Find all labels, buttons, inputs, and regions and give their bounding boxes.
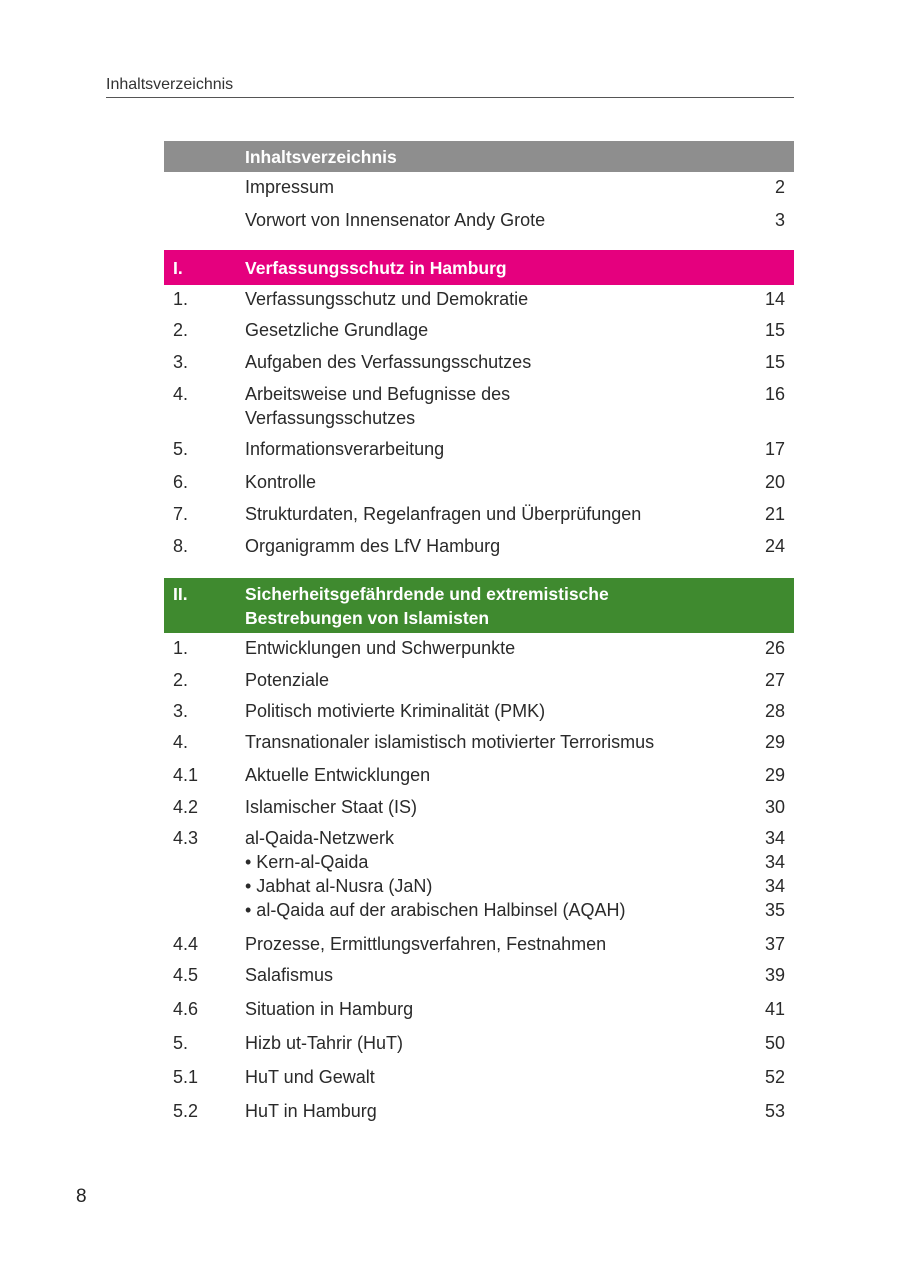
toc-subentry-page: 34 — [764, 852, 785, 872]
toc-entry-title: HuT und Gewalt — [245, 1067, 375, 1087]
toc-entry[interactable] — [164, 287, 794, 311]
toc-entry-page: 41 — [764, 999, 785, 1019]
toc-part-num: II. — [173, 584, 188, 604]
toc-entry[interactable] — [164, 636, 794, 660]
toc-entry-page: 3 — [774, 210, 785, 230]
toc-entry-title: Entwicklungen und Schwerpunkte — [245, 638, 516, 658]
toc-front-heading — [164, 141, 794, 172]
toc-entry-num: 4.2 — [173, 797, 199, 817]
toc-part-title: Verfassungsschutz in Hamburg — [245, 257, 507, 278]
toc-entry-num: 4.4 — [173, 934, 199, 954]
toc-entry-num: 2. — [173, 320, 189, 340]
toc-entry[interactable] — [164, 932, 794, 956]
page-number: 8 — [76, 1186, 87, 1207]
toc-subentry[interactable]: • al-Qaida auf der arabischen Halbinsel (AQAH) — [245, 900, 626, 920]
toc-part-1-heading[interactable] — [164, 250, 794, 285]
toc-entry[interactable] — [164, 699, 794, 723]
toc-entry-title: HuT in Hamburg — [245, 1101, 377, 1121]
toc-entry-page: 27 — [764, 670, 785, 690]
toc-entry-title: Transnationaler islamistisch motivierter Terrorismus — [245, 732, 655, 752]
toc-entry[interactable] — [164, 795, 794, 819]
toc-entry-page: 15 — [764, 320, 785, 340]
toc-entry-page: 34 — [764, 828, 785, 848]
toc-entry[interactable] — [164, 382, 794, 430]
toc-subentry[interactable]: • Jabhat al-Nusra (JaN) — [245, 876, 433, 896]
toc-entry[interactable] — [164, 534, 794, 558]
toc-entry-num: 5.2 — [173, 1101, 199, 1121]
toc-entry-num: 1. — [173, 289, 189, 309]
toc-entry-page: 15 — [764, 352, 785, 372]
toc-part-num: I. — [173, 257, 183, 278]
toc-entry-title: Situation in Hamburg — [245, 999, 414, 1019]
toc-entry-num: 4.5 — [173, 965, 199, 985]
toc-entry-title: Prozesse, Ermittlungsverfahren, Festnahmen — [245, 934, 607, 954]
toc-entry-page: 24 — [764, 536, 785, 556]
toc-entry-title: Informationsverarbeitung — [245, 439, 445, 459]
toc-entry[interactable] — [164, 350, 794, 374]
toc-entry[interactable] — [164, 997, 794, 1021]
toc-entry-num: 5. — [173, 1033, 189, 1053]
toc-entry-title-continued: Verfassungsschutzes — [245, 408, 416, 428]
toc-entry[interactable] — [164, 470, 794, 494]
toc-entry-title: Vorwort von Innensenator Andy Grote — [245, 210, 546, 230]
toc-subentry-page: 35 — [764, 900, 785, 920]
toc-entry-title: Potenziale — [245, 670, 330, 690]
toc-entry-num: 6. — [173, 472, 189, 492]
toc-entry-title: Impressum — [245, 177, 335, 197]
toc-entry-num: 7. — [173, 504, 189, 524]
toc-entry-num: 1. — [173, 638, 189, 658]
toc-entry-num: 4.3 — [173, 828, 199, 848]
toc-entry-page: 29 — [764, 765, 785, 785]
running-header: Inhaltsverzeichnis — [106, 76, 794, 98]
toc-entry-num: 4.6 — [173, 999, 199, 1019]
toc-entry-page: 52 — [764, 1067, 785, 1087]
toc-entry[interactable] — [164, 208, 794, 232]
toc-entry-num: 4. — [173, 384, 189, 404]
toc-entry-title: Aktuelle Entwicklungen — [245, 765, 431, 785]
toc-subentry[interactable]: • Kern-al-Qaida — [245, 852, 369, 872]
toc-entry-page: 20 — [764, 472, 785, 492]
toc-entry-page: 39 — [764, 965, 785, 985]
toc-entry-page: 53 — [764, 1101, 785, 1121]
toc-entry-title: al-Qaida-Netzwerk — [245, 828, 395, 848]
toc-entry-num: 4.1 — [173, 765, 199, 785]
toc-entry-title: Arbeitsweise und Befugnisse des — [245, 384, 511, 404]
toc-entry-page: 28 — [764, 701, 785, 721]
toc-front-title: Inhaltsverzeichnis — [245, 146, 397, 167]
toc-entry-title: Organigramm des LfV Hamburg — [245, 536, 501, 556]
toc-entry-title: Politisch motivierte Kriminalität (PMK) — [245, 701, 546, 721]
toc-entry-title: Kontrolle — [245, 472, 317, 492]
toc-entry-title: Verfassungsschutz und Demokratie — [245, 289, 529, 309]
toc-entry-page: 2 — [774, 177, 785, 197]
toc-entry-page: 21 — [764, 504, 785, 524]
toc-entry-num: 3. — [173, 701, 189, 721]
toc-entry-num: 5. — [173, 439, 189, 459]
toc-entry-page: 50 — [764, 1033, 785, 1053]
toc-entry[interactable] — [164, 826, 794, 922]
toc-entry-page: 26 — [764, 638, 785, 658]
toc-entry-page: 37 — [764, 934, 785, 954]
toc-subentry-page: 34 — [764, 876, 785, 896]
toc-entry[interactable] — [164, 1065, 794, 1089]
toc-entry-num: 2. — [173, 670, 189, 690]
toc-entry-title: Gesetzliche Grundlage — [245, 320, 429, 340]
toc-part-2-heading[interactable] — [164, 578, 794, 633]
toc-entry-page: 30 — [764, 797, 785, 817]
toc-entry-page: 14 — [764, 289, 785, 309]
toc-part-title-continued: Bestrebungen von Islamisten — [245, 607, 490, 628]
toc-entry-title: Islamischer Staat (IS) — [245, 797, 418, 817]
toc-entry-page: 29 — [764, 732, 785, 752]
toc-entry-num: 5.1 — [173, 1067, 199, 1087]
toc-entry-page: 16 — [764, 384, 785, 404]
toc-entry[interactable] — [164, 1099, 794, 1123]
toc-entry[interactable] — [164, 437, 794, 461]
table-of-contents — [164, 141, 794, 1123]
toc-entry[interactable] — [164, 502, 794, 526]
toc-part-title: Sicherheitsgefährdende und extremistische — [245, 583, 609, 604]
toc-entry[interactable] — [164, 963, 794, 987]
toc-entry[interactable] — [164, 318, 794, 342]
toc-entry[interactable] — [164, 668, 794, 692]
toc-entry[interactable] — [164, 175, 794, 199]
toc-entry-num: 3. — [173, 352, 189, 372]
toc-entry-title: Salafismus — [245, 965, 334, 985]
toc-entry[interactable] — [164, 1031, 794, 1055]
toc-entry-title: Aufgaben des Verfassungsschutzes — [245, 352, 532, 372]
toc-entry-num: 4. — [173, 732, 189, 752]
toc-entry[interactable] — [164, 763, 794, 787]
toc-entry-title: Hizb ut-Tahrir (HuT) — [245, 1033, 404, 1053]
toc-entry-title: Strukturdaten, Regelanfragen und Überprüfungen — [245, 504, 642, 524]
toc-entry-num: 8. — [173, 536, 189, 556]
toc-entry[interactable] — [164, 730, 794, 754]
toc-entry-page: 17 — [764, 439, 785, 459]
